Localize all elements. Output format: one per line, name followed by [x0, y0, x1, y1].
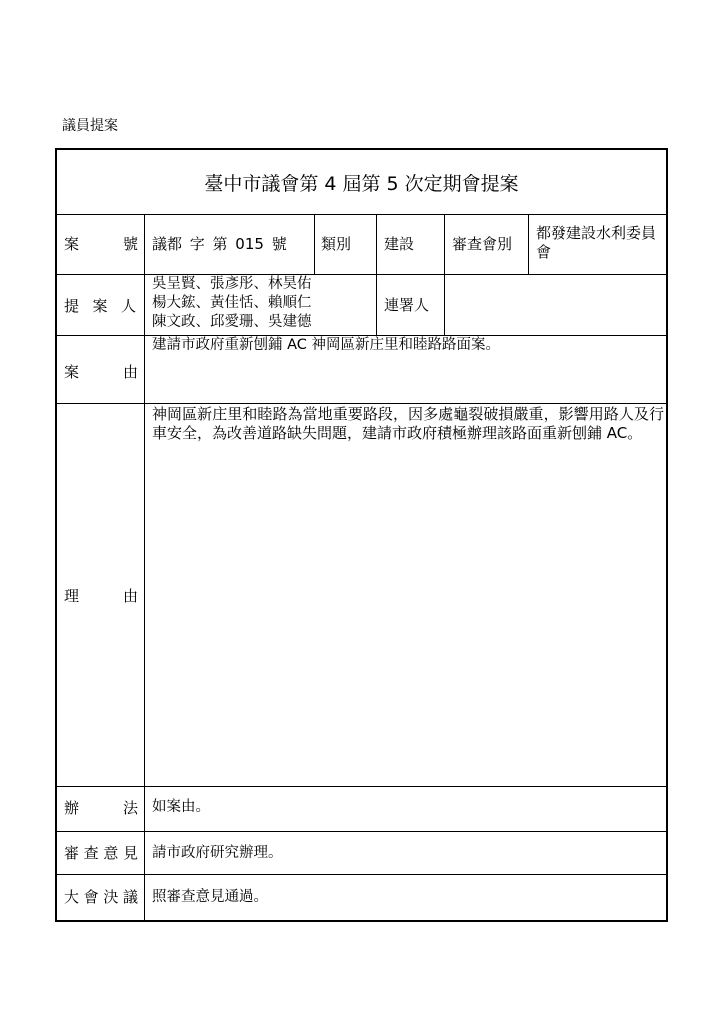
method-value: 如案由。 [152, 799, 210, 815]
category-value: 建設 [384, 235, 415, 253]
assembly-resolution-value: 照審查意見通過。 [152, 889, 268, 905]
divider-review-committee-value [528, 214, 529, 274]
divider-cosigner-label [376, 274, 377, 335]
method-label: 辦法 [64, 799, 138, 817]
case-number-label: 案號 [64, 235, 138, 253]
review-opinion-value: 請市政府研究辦理。 [152, 845, 283, 861]
divider-review-committee-label [444, 214, 445, 274]
proposers-label: 提案人 [64, 297, 138, 315]
row-divider-reason [57, 786, 666, 787]
review-committee-label: 審查會別 [452, 235, 513, 253]
subject-label: 案由 [64, 363, 138, 381]
row-divider-method [57, 831, 666, 832]
divider-cosigner-value [444, 274, 445, 335]
row-divider-title [57, 214, 666, 215]
cosigner-label: 連署人 [384, 296, 430, 314]
proposers-names: 吳呈賢、張彥彤、林昊佑 楊大鋐、黃佳恬、賴順仁 陳文政、邱愛珊、吳建德 [152, 276, 312, 330]
review-opinion-label: 審查意見 [64, 844, 138, 862]
reason-label: 理由 [64, 587, 138, 605]
row-divider-subject [57, 403, 666, 404]
divider-category-value [376, 214, 377, 274]
case-number-value: 議都 字 第 015 號 [152, 235, 287, 253]
form-title: 臺中市議會第 4 屆第 5 次定期會提案 [204, 173, 519, 195]
proposal-form-table [55, 148, 668, 922]
subject-value: 建請市政府重新刨鋪 AC 神岡區新庄里和睦路路面案。 [152, 337, 501, 353]
divider-category-label [314, 214, 315, 274]
row-divider-case-number [57, 274, 666, 275]
category-label: 類別 [321, 235, 352, 253]
label-column-divider [144, 214, 145, 920]
review-committee-value: 都發建設水利委員會 [536, 224, 657, 261]
reason-value: 神岡區新庄里和睦路為當地重要路段，因多處龜裂破損嚴重，影響用路人及行車安全，為改善道路缺失問題，建請市政府積極辦理該路面重新刨鋪 AC。 [152, 405, 664, 442]
document-header-label: 議員提案 [62, 118, 118, 134]
row-divider-review [57, 874, 666, 875]
assembly-resolution-label: 大會決議 [64, 888, 138, 906]
